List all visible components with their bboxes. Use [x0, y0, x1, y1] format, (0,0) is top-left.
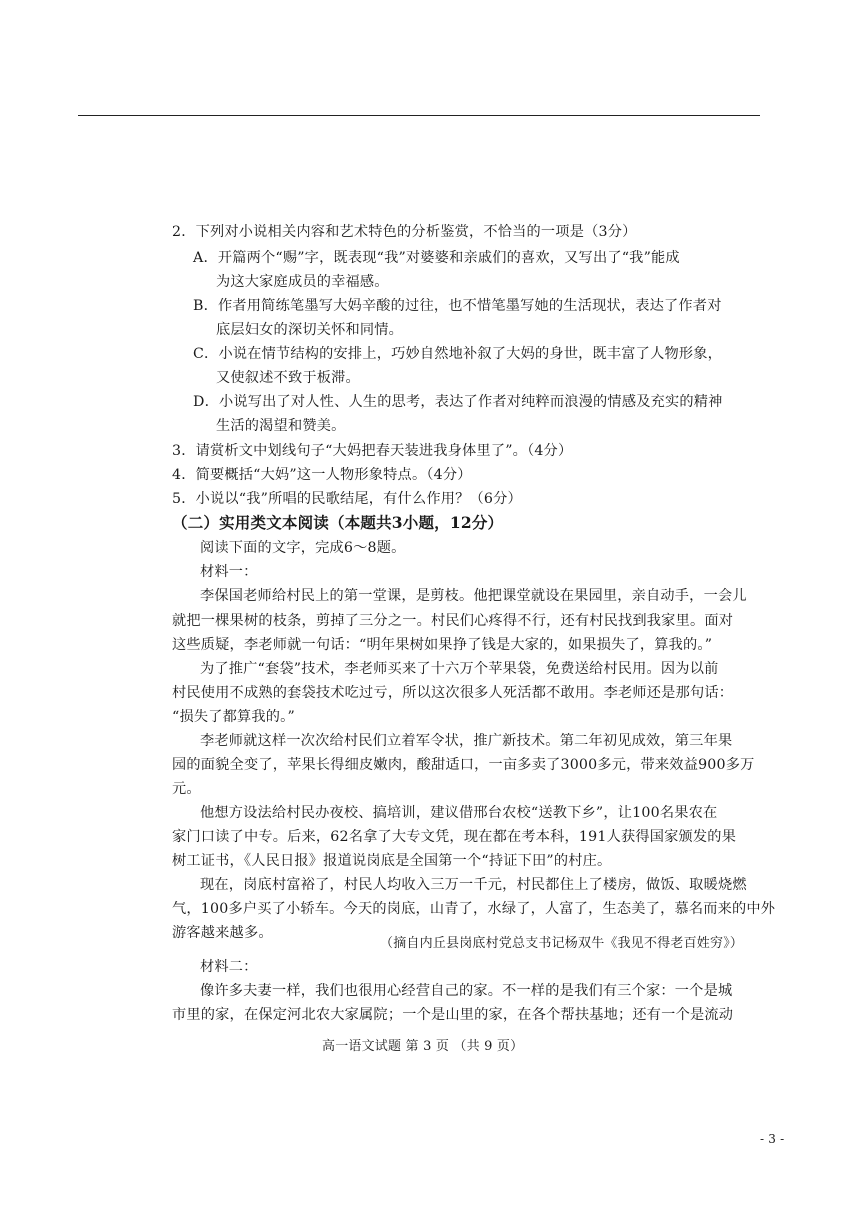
question-3: 3．请赏析文中划线句子“大妈把春天装进我身体里了”。（4分）	[172, 443, 573, 459]
option-c-line-1: C．小说在情节结构的安排上，巧妙自然地补叙了大妈的身世，既丰富了人物形象，	[193, 346, 723, 362]
material-2-line: 市里的家，在保定河北农大家属院；一个是山里的家，在各个帮扶基地；还有一个是流动	[172, 1007, 734, 1023]
page-footer: 高一语文试题 第 3 页 （共 9 页）	[322, 1039, 524, 1054]
material-1-line: 气，100多户买了小轿车。今天的岗底，山青了，水绿了，人富了，生态美了，慕名而来的中外	[172, 901, 776, 917]
material-1-line: 李保国老师给村民上的第一堂课，是剪枝。他把课堂就设在果园里，亲自动手，一会儿	[200, 588, 747, 604]
material-1-line: 李老师就这样一次次给村民们立着军令状，推广新技术。第二年初见成效，第三年果	[200, 733, 733, 749]
option-a-line-1: A．开篇两个“赐”字，既表现“我”对婆婆和亲戚们的喜欢，又写出了“我”能成	[193, 250, 680, 266]
material-1-line: 园的面貌全变了，苹果长得细皮嫩肉，酸甜适口，一亩多卖了3000多元，带来效益900多万	[172, 757, 755, 773]
material-1-line: 树工证书，《人民日报》报道说岗底是全国第一个“持证下田”的村庄。	[172, 853, 612, 869]
question-4: 4．简要概括“大妈”这一人物形象特点。（4分）	[172, 467, 472, 483]
material-1-line: 就把一棵果树的枝条，剪掉了三分之一。村民们心疼得不行，还有村民找到我家里。面对	[172, 613, 734, 629]
option-d-line-1: D．小说写出了对人性、人生的思考，表达了作者对纯粹而浪漫的情感及充实的精神	[193, 394, 723, 410]
option-d-line-2: 生活的渴望和赞美。	[216, 418, 346, 434]
question-5: 5．小说以“我”所唱的民歌结尾，有什么作用？（6分）	[172, 491, 522, 507]
top-rule	[78, 115, 760, 116]
material-1-line: “损失了都算我的。”	[172, 709, 295, 725]
material-2-line: 像许多夫妻一样，我们也很用心经营自己的家。不一样的是我们有三个家：一个是城	[200, 983, 733, 999]
option-b-line-2: 底层妇女的深切关怀和同情。	[216, 322, 404, 338]
material-1-label: 材料一：	[200, 564, 258, 580]
option-b-line-1: B．作者用简练笔墨写大妈辛酸的过往，也不惜笔墨写她的生活现状，表达了作者对	[193, 298, 722, 314]
page-number: - 3 -	[760, 1132, 785, 1146]
option-a-line-2: 为这大家庭成员的幸福感。	[216, 274, 389, 290]
material-1-line: 这些质疑，李老师就一句话：“明年果树如果挣了钱是大家的，如果损失了，算我的。”	[172, 637, 713, 653]
material-1-line: 现在，岗底村富裕了，村民人均收入三万一千元，村民都住上了楼房，做饭、取暖烧燃	[200, 877, 747, 893]
option-c-line-2: 又使叙述不致于板滞。	[216, 370, 360, 386]
material-1-source: （摘自内丘县岗底村党总支书记杨双牛《我见不得老百姓穷》）	[380, 936, 744, 951]
material-1-line: 游客越来越多。	[172, 925, 273, 941]
material-1-line: 元。	[172, 781, 201, 797]
question-2-stem: 2．下列对小说相关内容和艺术特色的分析鉴赏，不恰当的一项是（3分）	[172, 224, 637, 240]
section-heading: （二）实用类文本阅读（本题共3小题，12分）	[172, 513, 504, 532]
reading-instruction: 阅读下面的文字，完成6～8题。	[200, 540, 406, 556]
material-2-label: 材料二：	[200, 959, 258, 975]
material-1-line: 为了推广“套袋”技术，李老师买来了十六万个苹果袋，免费送给村民用。因为以前	[200, 661, 719, 677]
material-1-line: 村民使用不成熟的套袋技术吃过亏，所以这次很多人死活都不敢用。李老师还是那句话：	[172, 685, 734, 701]
material-1-line: 他想方设法给村民办夜校、搞培训，建议借邢台农校“送教下乡”，让100名果农在	[200, 805, 718, 821]
material-1-line: 家门口读了中专。后来，62名拿了大专文凭，现在都在考本科，191人获得国家颁发的果	[172, 829, 737, 845]
